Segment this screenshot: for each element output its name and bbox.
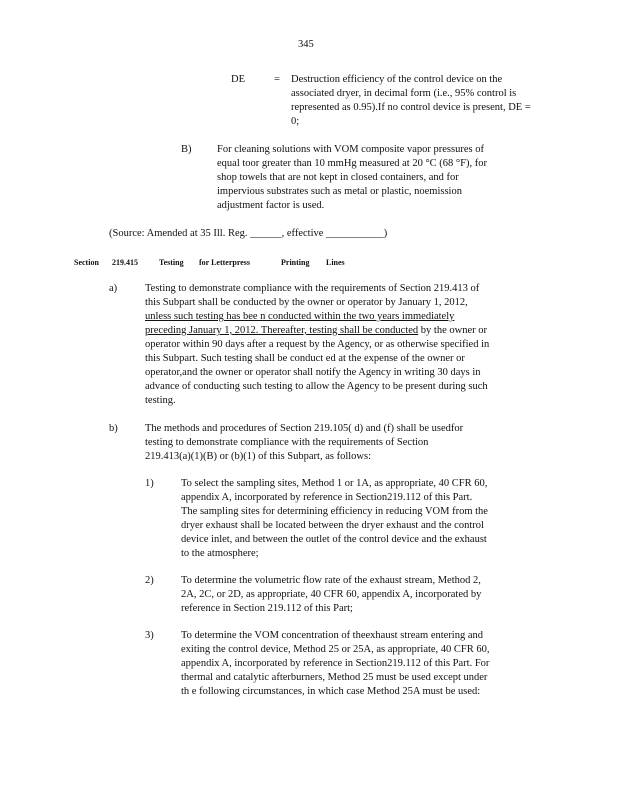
item-1-line-2: appendix A, incorporated by reference in Section219.112 of this Part.	[181, 492, 473, 503]
item-1-line-3: The sampling sites for determining efficiency in reducing VOM from the	[181, 506, 488, 517]
item-b-line-3: shop towels that are not kept in closed containers, and for	[217, 172, 459, 183]
item-1-line-6: to the atmosphere;	[181, 548, 259, 559]
item-b-line-1: For cleaning solutions with VOM composite vapor pressures of	[217, 144, 484, 155]
de-term: DE	[231, 74, 245, 85]
item-b-line-4: impervious substrates such as metal or plastic, noemission	[217, 186, 462, 197]
de-line-2: associated dryer, in decimal form (i.e., 95% control is	[291, 88, 517, 99]
section-label: Section	[74, 258, 99, 267]
para-a-line-9: testing.	[145, 395, 176, 406]
para-a-line-3-underlined: unless such testing has bee n conducted within the two years immediately	[145, 311, 455, 322]
section-word-printing: Printing	[281, 258, 310, 267]
section-word-testing: Testing	[159, 258, 184, 267]
source-note: (Source: Amended at 35 Ill. Reg. ______, effective ___________)	[109, 228, 388, 239]
para-a-line-4-rest: by the owner or	[418, 325, 487, 336]
para-a-line-8: advance of conducting such testing to allow the Agency to be present during such	[145, 381, 488, 392]
para-a-line-4-underlined-tail: testing shall be conducted	[306, 325, 419, 336]
para-a-line-1: Testing to demonstrate compliance with the requirements of Section 219.413 of	[145, 283, 480, 294]
de-equals: =	[274, 74, 280, 85]
para-b-line-1: The methods and procedures of Section 219.105( d) and (f) shall be usedfor	[145, 423, 464, 434]
para-a-line-2: this Subpart shall be conducted by the owner or operator by January 1, 2012,	[145, 297, 468, 308]
item-1-line-1: To select the sampling sites, Method 1 or 1A, as appropriate, 40 CFR 60,	[181, 478, 488, 489]
item-1-line-5: device inlet, and between the outlet of the control device and the exhaust	[181, 534, 487, 545]
item-3-line-2: exiting the control device, Method 25 or 25A, as appropriate, 40 CFR 60,	[181, 644, 490, 655]
para-a-label: a)	[109, 283, 118, 294]
para-a-line-4	[145, 324, 487, 337]
de-line-4: 0;	[291, 116, 300, 127]
page-number: 345	[298, 39, 314, 50]
item-2-label: 2)	[145, 575, 154, 586]
para-a-line-4-head: preceding January 1, 2012. Thereafter,	[145, 325, 307, 336]
item-b-line-5: adjustment factor is used.	[217, 200, 325, 211]
para-b-line-3: 219.413(a)(1)(B) or (b)(1) of this Subpart, as follows:	[145, 451, 371, 462]
para-a-line-7: operator,and the owner or operator shall notify the Agency in writing 30 days in	[145, 367, 481, 378]
item-1-line-4: dryer exhaust shall be located between the dryer exhaust and the control	[181, 520, 484, 531]
para-b-line-2: testing to demonstrate compliance with the requirements of Section	[145, 437, 429, 448]
item-1-label: 1)	[145, 478, 154, 489]
item-3-line-5: th e following circumstances, in which case Method 25A must be used:	[181, 686, 481, 697]
item-3-line-4: thermal and catalytic afterburners, Method 25 must be used except under	[181, 672, 488, 683]
item-3-line-3: appendix A, incorporated by reference in Section219.112 of this Part. For	[181, 658, 490, 669]
section-number: 219.415	[112, 258, 138, 267]
item-2-line-3: reference in Section 219.112 of this Part;	[181, 603, 353, 614]
de-line-3: represented as 0.95).If no control device is present, DE =	[291, 102, 531, 113]
para-a-line-6: this Subpart. Such testing shall be conduct ed at the expense of the owner or	[145, 353, 465, 364]
item-2-line-2: 2A, 2C, or 2D, as appropriate, 40 CFR 60, appendix A, incorporated by	[181, 589, 482, 600]
item-b-line-2: equal toor greater than 10 mmHg measured at 20 °C (68 °F), for	[217, 158, 487, 169]
item-3-label: 3)	[145, 630, 154, 641]
de-line-1: Destruction efficiency of the control device on the	[291, 74, 503, 85]
para-b-label: b)	[109, 423, 118, 434]
section-word-lines: Lines	[326, 258, 345, 267]
item-b-label: B)	[181, 144, 192, 155]
para-a-line-5: operator within 90 days after a request by the Agency, or as otherwise specified in	[145, 339, 490, 350]
item-3-line-1: To determine the VOM concentration of theexhaust stream entering and	[181, 630, 484, 641]
section-word-letterpress: for Letterpress	[199, 258, 251, 267]
item-2-line-1: To determine the volumetric flow rate of the exhaust stream, Method 2,	[181, 575, 481, 586]
